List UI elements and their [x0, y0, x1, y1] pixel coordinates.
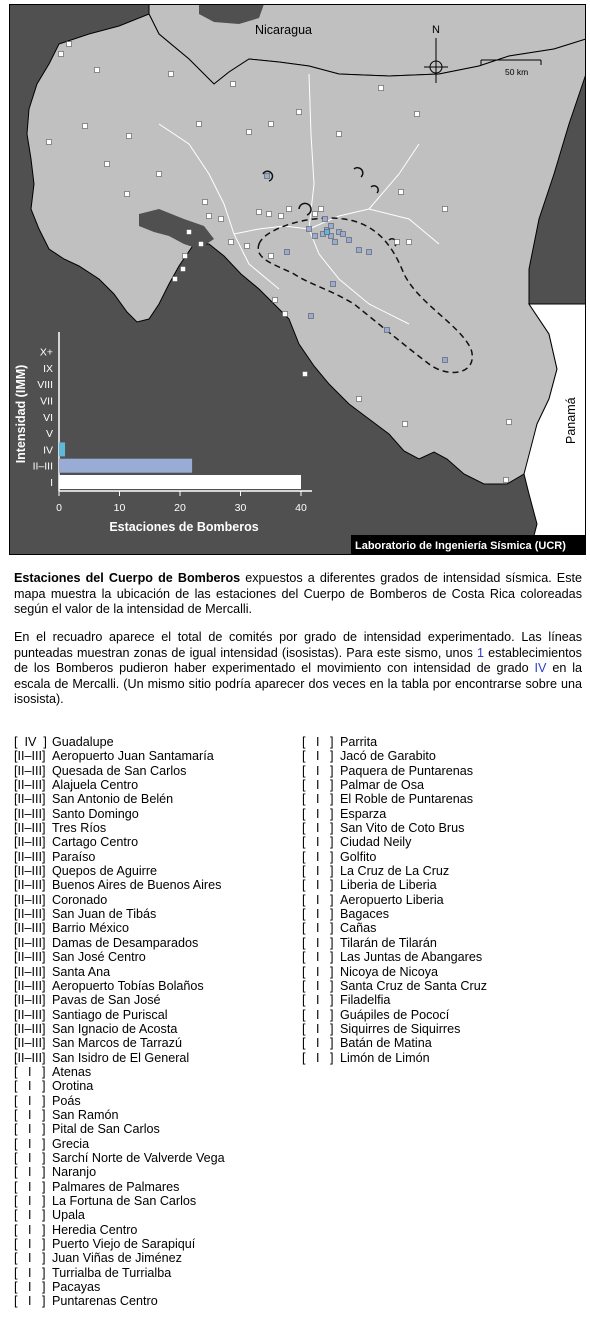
station-intensity: [ I ]	[302, 950, 334, 965]
station-intensity: [II–III]	[14, 1007, 46, 1022]
station-marker-ii-iii	[367, 250, 372, 255]
station-name: Naranjo	[52, 1165, 97, 1180]
station-marker-i	[269, 122, 274, 127]
chart-category-label: VII	[40, 395, 53, 408]
station-row	[14, 1237, 225, 1251]
station-marker-i	[357, 397, 362, 402]
station-intensity: [II–III]	[14, 907, 46, 922]
station-row	[302, 807, 487, 821]
station-marker-i	[245, 244, 250, 249]
station-marker-ii-iii	[313, 234, 318, 239]
station-intensity: [ I ]	[14, 1136, 46, 1151]
station-row	[14, 1251, 225, 1265]
station-name: San Marcos de Tarrazú	[52, 1036, 182, 1051]
station-intensity: [ I ]	[14, 1064, 46, 1079]
station-name: Heredia Centro	[52, 1222, 138, 1237]
station-intensity: [ I ]	[14, 1251, 46, 1266]
chart-category-label: II–III	[32, 460, 53, 473]
station-intensity: [ I ]	[302, 921, 334, 936]
station-intensity: [ I ]	[302, 993, 334, 1008]
station-name: Siquirres de Siquirres	[340, 1021, 461, 1036]
station-marker-i	[507, 420, 512, 425]
station-marker-i	[199, 242, 204, 247]
stations-intensity-iv	[325, 230, 330, 235]
station-intensity: [ I ]	[302, 864, 334, 879]
station-name: Damas de Desamparados	[52, 935, 199, 950]
station-name: San Vito de Coto Brus	[340, 821, 465, 836]
station-marker-i	[313, 212, 318, 217]
station-name: Bagaces	[340, 907, 390, 922]
station-marker-i	[337, 132, 342, 137]
station-name: San Juan de Tibás	[52, 907, 157, 922]
station-name: San Ramón	[52, 1107, 119, 1122]
station-name: Santa Cruz de Santa Cruz	[340, 978, 488, 993]
station-name: Quepos de Aguirre	[52, 864, 158, 879]
caption-paragraph-2	[14, 630, 582, 708]
station-row	[14, 1223, 225, 1237]
station-intensity: [II–III]	[14, 835, 46, 850]
chart-ylabel: Intensidad (IMM)	[14, 364, 28, 464]
station-intensity: [II–III]	[14, 1036, 46, 1051]
station-row	[14, 792, 225, 806]
map-canvas	[9, 4, 586, 555]
station-row	[14, 1137, 225, 1151]
station-intensity: [II–III]	[14, 950, 46, 965]
station-name: Sarchí Norte de Valverde Vega	[52, 1150, 225, 1165]
station-name: Atenas	[52, 1064, 92, 1079]
station-intensity: [ I ]	[302, 907, 334, 922]
station-name: Tilarán de Tilarán	[340, 935, 437, 950]
station-row	[302, 1051, 487, 1065]
station-marker-i	[125, 192, 130, 197]
station-marker-i	[403, 422, 408, 427]
station-marker-ii-iii	[285, 250, 290, 255]
station-intensity: [II–III]	[14, 892, 46, 907]
chart-category-label: VI	[43, 411, 53, 424]
chart-x-tick-label: 40	[295, 502, 307, 514]
station-name: Tres Ríos	[52, 821, 107, 836]
station-intensity: [ I ]	[302, 1036, 334, 1051]
station-row	[302, 1008, 487, 1022]
station-row	[302, 993, 487, 1007]
station-marker-i	[105, 162, 110, 167]
station-row	[14, 864, 225, 878]
station-name: Santiago de Puriscal	[52, 1007, 168, 1022]
station-marker-i	[267, 212, 272, 217]
station-name: Cartago Centro	[52, 835, 139, 850]
station-row	[14, 1165, 225, 1179]
station-intensity: [ I ]	[302, 749, 334, 764]
caption-title: Estaciones del Cuerpo de Bomberos	[14, 571, 241, 585]
station-row	[302, 835, 487, 849]
station-name: Quesada de San Carlos	[52, 763, 187, 778]
station-intensity: [II–III]	[14, 1021, 46, 1036]
station-name: Juan Viñas de Jiménez	[52, 1251, 182, 1266]
stations-list-left	[14, 735, 225, 1309]
station-row	[302, 950, 487, 964]
chart-x-tick-label: 10	[113, 502, 126, 514]
station-intensity: [ I ]	[302, 821, 334, 836]
station-intensity: [ I ]	[14, 1208, 46, 1223]
station-name: Alajuela Centro	[52, 778, 139, 793]
station-row	[302, 878, 487, 892]
station-intensity: [II–III]	[14, 993, 46, 1008]
station-row	[302, 936, 487, 950]
station-row	[14, 1180, 225, 1194]
station-name: Golfito	[340, 849, 377, 864]
station-name: El Roble de Puntarenas	[340, 792, 474, 807]
station-row	[14, 1079, 225, 1093]
station-name: San Isidro de El General	[52, 1050, 190, 1065]
station-name: Turrialba de Turrialba	[52, 1265, 172, 1280]
station-row	[14, 1280, 225, 1294]
station-name: Palmares de Palmares	[52, 1179, 180, 1194]
station-name: Pavas de San José	[52, 993, 161, 1008]
station-marker-i	[269, 254, 274, 259]
station-intensity: [II–III]	[14, 935, 46, 950]
station-row	[14, 979, 225, 993]
chart-category-label: V	[45, 428, 53, 441]
station-name: La Cruz de La Cruz	[340, 864, 450, 879]
station-marker-i	[187, 230, 192, 235]
station-intensity: [II–III]	[14, 978, 46, 993]
station-row	[14, 1194, 225, 1208]
station-intensity: [ I ]	[14, 1280, 46, 1295]
station-intensity: [II–III]	[14, 921, 46, 936]
station-row	[14, 936, 225, 950]
station-marker-ii-iii	[357, 248, 362, 253]
station-intensity: [ I ]	[14, 1093, 46, 1108]
station-marker-i	[303, 372, 308, 377]
station-intensity: [ I ]	[14, 1122, 46, 1137]
station-row	[14, 835, 225, 849]
station-name: Aeropuerto Tobías Bolaños	[52, 978, 204, 993]
station-row	[14, 1008, 225, 1022]
station-marker-i	[203, 200, 208, 205]
station-marker-i	[207, 214, 212, 219]
station-name: Santa Ana	[52, 964, 111, 979]
station-marker-ii-iii	[443, 358, 448, 363]
station-row	[14, 965, 225, 979]
station-name: Buenos Aires de Buenos Aires	[52, 878, 222, 893]
station-intensity: [ I ]	[14, 1079, 46, 1094]
station-row	[302, 735, 487, 749]
station-name: Grecia	[52, 1136, 90, 1151]
chart-category-label: IV	[43, 444, 53, 457]
station-name: Nicoya de Nicoya	[340, 964, 438, 979]
station-marker-ii-iii	[323, 217, 328, 222]
station-name: Parrita	[340, 735, 378, 749]
station-marker-i	[257, 210, 262, 215]
station-intensity: [ I ]	[302, 1007, 334, 1022]
station-name: Poás	[52, 1093, 81, 1108]
station-row	[14, 993, 225, 1007]
station-row	[302, 850, 487, 864]
station-marker-i	[415, 112, 420, 117]
station-row	[14, 1108, 225, 1122]
station-marker-i	[59, 52, 64, 57]
station-name: Pacayas	[52, 1280, 101, 1295]
station-name: Aeropuerto Juan Santamaría	[52, 749, 214, 764]
station-row	[14, 821, 225, 835]
station-name: Filadelfia	[340, 993, 391, 1008]
station-intensity: [II–III]	[14, 849, 46, 864]
station-row	[14, 1065, 225, 1079]
chart-x-tick-label: 30	[234, 502, 247, 514]
station-intensity: [ I ]	[302, 792, 334, 807]
station-name: Aeropuerto Liberia	[340, 892, 444, 907]
caption-paragraph-1	[14, 571, 582, 618]
station-marker-i	[443, 207, 448, 212]
chart-category-label: I	[50, 477, 53, 489]
station-name: Puerto Viejo de Sarapiquí	[52, 1237, 196, 1252]
station-row	[14, 878, 225, 892]
station-intensity: [ I ]	[302, 778, 334, 793]
station-row	[14, 749, 225, 763]
station-name: Guadalupe	[52, 735, 114, 749]
caption-count: 1	[477, 645, 485, 660]
station-name: Ciudad Neily	[340, 835, 412, 850]
station-marker-i	[157, 172, 162, 177]
station-intensity: [ IV ]	[14, 735, 47, 749]
station-name: Puntarenas Centro	[52, 1294, 158, 1309]
station-row	[14, 735, 225, 749]
map-panel	[9, 4, 586, 555]
station-row	[14, 778, 225, 792]
chart-category-label: X+	[39, 346, 53, 359]
station-marker-ii-iii	[341, 232, 346, 237]
station-row	[14, 764, 225, 778]
station-name: Santo Domingo	[52, 806, 139, 821]
station-marker-i	[287, 207, 292, 212]
station-marker-ii-iii	[307, 227, 312, 232]
chart-bar	[59, 475, 301, 489]
station-intensity: [II–III]	[14, 864, 46, 879]
station-row	[14, 907, 225, 921]
station-marker-i	[95, 68, 100, 73]
station-intensity: [ I ]	[302, 806, 334, 821]
station-name: Barrio México	[52, 921, 129, 936]
station-marker-i	[504, 478, 509, 483]
station-marker-i	[407, 240, 412, 245]
station-name: Batán de Matina	[340, 1036, 432, 1051]
station-intensity: [ I ]	[14, 1165, 46, 1180]
station-row	[302, 778, 487, 792]
station-row	[14, 1122, 225, 1136]
station-row	[302, 979, 487, 993]
chart-bar	[59, 459, 192, 473]
station-row	[14, 893, 225, 907]
station-marker-i	[67, 42, 72, 47]
station-marker-i	[219, 217, 224, 222]
station-intensity: [ I ]	[14, 1150, 46, 1165]
station-marker-i	[247, 130, 252, 135]
station-intensity: [II–III]	[14, 749, 46, 764]
station-name: Cañas	[340, 921, 377, 936]
station-marker-i	[273, 298, 278, 303]
chart-category-label: VIII	[37, 379, 53, 392]
chart-x-tick-label: 0	[56, 502, 62, 514]
station-intensity: [II–III]	[14, 821, 46, 836]
station-intensity: [II–III]	[14, 792, 46, 807]
station-intensity: [ I ]	[302, 978, 334, 993]
station-intensity: [ I ]	[14, 1222, 46, 1237]
station-marker-i	[169, 72, 174, 77]
station-row	[302, 893, 487, 907]
station-intensity: [ I ]	[302, 935, 334, 950]
station-marker-iv	[325, 230, 330, 235]
station-marker-i	[127, 134, 132, 139]
scale-label: 50 km	[505, 67, 529, 77]
station-name: La Fortuna de San Carlos	[52, 1194, 197, 1208]
credit-text: Laboratorio de Ingeniería Sísmica (UCR)	[355, 540, 566, 552]
station-name: Jacó de Garabito	[340, 749, 436, 764]
station-row	[14, 1051, 225, 1065]
station-intensity: [ I ]	[14, 1294, 46, 1309]
station-intensity: [ I ]	[302, 892, 334, 907]
caption-p2-c: en la escala de Mercalli. (Un mismo sitio podría aparecer dos veces en la tabla por encontrarse sobre una isosista).	[14, 661, 582, 707]
station-marker-i	[229, 240, 234, 245]
station-marker-i	[83, 124, 88, 129]
station-row	[302, 1022, 487, 1036]
station-name: Las Juntas de Abangares	[340, 950, 483, 965]
station-row	[14, 1294, 225, 1308]
station-row	[14, 950, 225, 964]
station-row	[302, 764, 487, 778]
station-row	[14, 921, 225, 935]
chart-category-label: IX	[43, 362, 53, 375]
label-panama: Panamá	[564, 397, 578, 444]
caption-p1-text: expuestos a diferentes grados de intensidad sísmica. Este mapa muestra la ubicación de las estaciones del Cuerpo de Bomberos de Costa Rica coloreadas según el valor de la intensidad de Mercalli.	[14, 571, 582, 617]
station-row	[14, 850, 225, 864]
caption-p2-b: establecimientos de los Bomberos pudieron haber experimentado el movimiento con intensidad de grado	[14, 645, 582, 676]
chart-x-tick-label: 20	[174, 502, 186, 514]
station-marker-i	[183, 254, 188, 259]
station-intensity: [II–III]	[14, 964, 46, 979]
station-intensity: [ I ]	[14, 1179, 46, 1194]
station-row	[14, 1208, 225, 1222]
station-name: Paquera de Puntarenas	[340, 763, 474, 778]
station-name: Esparza	[340, 806, 387, 821]
station-marker-i	[399, 190, 404, 195]
station-name: San José Centro	[52, 950, 146, 965]
station-name: Limón de Limón	[340, 1050, 430, 1065]
station-intensity: [ I ]	[302, 835, 334, 850]
station-intensity: [II–III]	[14, 778, 46, 793]
station-name: San Antonio de Belén	[52, 792, 174, 807]
station-marker-ii-iii	[385, 328, 390, 333]
station-marker-ii-iii	[329, 224, 334, 229]
station-name: San Ignacio de Acosta	[52, 1021, 178, 1036]
station-row	[14, 1094, 225, 1108]
station-marker-ii-iii	[347, 238, 352, 243]
station-intensity: [ I ]	[14, 1107, 46, 1122]
station-intensity: [II–III]	[14, 1050, 46, 1065]
station-row	[302, 821, 487, 835]
station-intensity: [II–III]	[14, 878, 46, 893]
svg-text:N: N	[432, 24, 440, 36]
station-marker-ii-iii	[265, 174, 270, 179]
station-row	[302, 792, 487, 806]
station-marker-i	[297, 110, 302, 115]
station-marker-i	[279, 214, 284, 219]
station-row	[14, 1151, 225, 1165]
station-marker-i	[47, 140, 52, 145]
station-row	[302, 921, 487, 935]
station-marker-ii-iii	[309, 314, 314, 319]
station-name: Upala	[52, 1208, 85, 1223]
station-intensity: [ I ]	[302, 878, 334, 893]
station-marker-i	[197, 122, 202, 127]
station-row	[302, 965, 487, 979]
station-marker-i	[319, 207, 324, 212]
station-row	[302, 1036, 487, 1050]
station-marker-ii-iii	[333, 240, 338, 245]
station-row	[14, 1022, 225, 1036]
station-intensity: [ I ]	[302, 964, 334, 979]
station-intensity: [II–III]	[14, 806, 46, 821]
station-intensity: [ I ]	[14, 1194, 46, 1208]
station-row	[302, 864, 487, 878]
stations-list-right	[302, 735, 487, 1065]
station-row	[302, 749, 487, 763]
station-marker-i	[395, 240, 400, 245]
station-row	[14, 1036, 225, 1050]
station-name: Paraíso	[52, 849, 96, 864]
station-intensity: [ I ]	[302, 1021, 334, 1036]
station-marker-ii-iii	[331, 282, 336, 287]
station-intensity: [ I ]	[302, 849, 334, 864]
station-name: Pital de San Carlos	[52, 1122, 160, 1137]
station-name: Orotina	[52, 1079, 94, 1094]
station-row	[14, 1266, 225, 1280]
station-name: Palmar de Osa	[340, 778, 424, 793]
caption-p2-a: En el recuadro aparece el total de comités por grado de intensidad experimentado. Las líneas punteadas muestran zonas de igual intensidad (isosistas). Para este sismo, unos	[14, 630, 582, 660]
station-intensity: [ I ]	[14, 1237, 46, 1252]
station-marker-i	[379, 86, 384, 91]
station-intensity: [II–III]	[14, 763, 46, 778]
chart-bar	[59, 442, 65, 456]
station-name: Liberia de Liberia	[340, 878, 437, 893]
station-name: Coronado	[52, 892, 108, 907]
station-intensity: [ I ]	[302, 735, 334, 749]
station-marker-i	[173, 277, 178, 282]
station-row	[14, 807, 225, 821]
station-marker-i	[283, 312, 288, 317]
station-name: Guápiles de Pococí	[340, 1007, 450, 1022]
station-row	[302, 907, 487, 921]
station-marker-i	[181, 267, 186, 272]
station-intensity: [ I ]	[14, 1265, 46, 1280]
caption-grade: IV	[534, 661, 547, 676]
label-nicaragua: Nicaragua	[255, 23, 312, 37]
station-intensity: [ I ]	[302, 763, 334, 778]
station-intensity: [ I ]	[302, 1050, 334, 1065]
chart-xlabel: Estaciones de Bomberos	[109, 520, 259, 534]
station-marker-i	[231, 82, 236, 87]
